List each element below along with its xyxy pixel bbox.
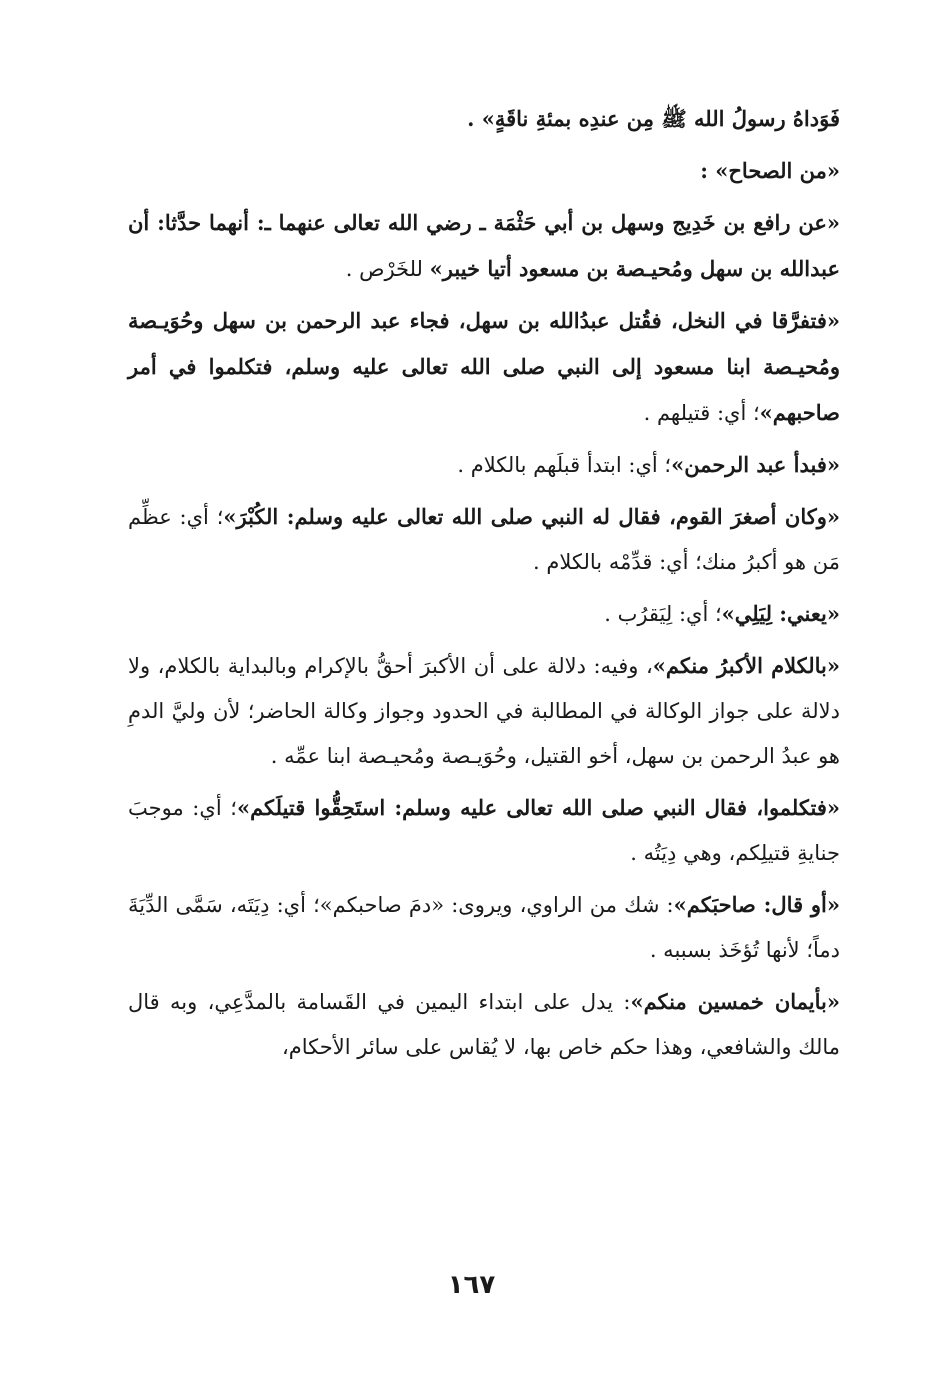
commentary-text: ؛ أي: عظِّم مَن هو أكبرُ منك؛ أي: قدِّمْه بالكلام . bbox=[128, 505, 840, 574]
page-body-text bbox=[128, 96, 840, 1076]
commentary-text: : شك من الراوي، ويروى: «دمَ صاحبكم»؛ أي: دِيَتَه، سَمَّى الدِّيَةَ دماً؛ لأنها تُؤخَذ بسببه . bbox=[128, 893, 840, 962]
page-number: ١٦٧ bbox=[447, 1270, 496, 1300]
paragraph bbox=[128, 442, 840, 488]
bold-phrase: «من الصحاح» : bbox=[700, 158, 840, 183]
bold-phrase: «بالكلام الأكبرُ منكم» bbox=[652, 653, 840, 678]
commentary-text: ، وفيه: دلالة على أن الأكبرَ أحقُّ بالإكرام وبالبداية بالكلام، ولا دلالة على جواز الوكالة في المطالبة في الحدود وجواز وكالة الحاضر؛ لأن وليَّ الدمِ هو عبدُ الرحمن بن سهل، أخو القتيل، وحُوَيـصة ومُحيـصة ابنا عمِّه . bbox=[128, 654, 840, 768]
bold-phrase: «أو قال: صاحبَكم» bbox=[673, 892, 840, 917]
bold-phrase: «فبدأ عبد الرحمن» bbox=[671, 452, 840, 477]
paragraph bbox=[128, 148, 840, 194]
bold-phrase: «عن رافع بن خَدِيج وسهل بن أبي حَثْمَة ـ رضي الله تعالى عنهما ـ: أنهما حدَّثا: أن عبدالله بن سهل ومُحيـصة بن مسعود أتيا خيبر» bbox=[128, 210, 840, 281]
paragraph bbox=[128, 979, 840, 1070]
bold-phrase: «يعني: لِيَلِي» bbox=[721, 601, 840, 626]
commentary-text: ؛ أي: موجبَ جنايةِ قتيلِكم، وهي دِيَتُه . bbox=[128, 796, 840, 865]
bold-phrase: «فتكلموا، فقال النبي صلى الله تعالى عليه وسلم: استَحِقُّوا قتيلَكم» bbox=[236, 795, 840, 820]
commentary-text: ؛ أي: قتيلهم . bbox=[643, 401, 760, 425]
bold-phrase: «بأيمان خمسين منكم» bbox=[630, 989, 841, 1014]
bold-phrase: فَوَداهُ رسولُ الله ﷺ مِن عندِه بمئةِ ناقَةٍ» . bbox=[467, 106, 840, 131]
paragraph bbox=[128, 882, 840, 973]
paragraph bbox=[128, 200, 840, 292]
paragraph bbox=[128, 591, 840, 637]
commentary-text: : يدل على ابتداء اليمين في القَسامة بالمدَّعِي، وبه قال مالك والشافعي، وهذا حكم خاص بها، لا يُقاس على سائر الأحكام، bbox=[128, 990, 840, 1059]
commentary-text: ؛ أي: لِيَقرُب . bbox=[604, 602, 722, 626]
paragraph bbox=[128, 643, 840, 779]
paragraph bbox=[128, 298, 840, 436]
paragraph bbox=[128, 494, 840, 585]
commentary-text: للخَرْص . bbox=[345, 257, 423, 281]
paragraph bbox=[128, 96, 840, 142]
paragraph bbox=[128, 785, 840, 876]
bold-phrase: «فتفرَّقا في النخل، فقُتل عبدُالله بن سهل، فجاء عبد الرحمن بن سهل وحُوَيـصة ومُحيـصة ابنا مسعود إلى النبي صلى الله تعالى عليه وسلم، فتكلموا في أمر صاحبهم» bbox=[128, 308, 840, 425]
bold-phrase: «وكان أصغرَ القوم، فقال له النبي صلى الله تعالى عليه وسلم: الكُبْرَ» bbox=[223, 504, 840, 529]
commentary-text: ؛ أي: ابتدأ قبلَهم بالكلام . bbox=[457, 453, 672, 477]
